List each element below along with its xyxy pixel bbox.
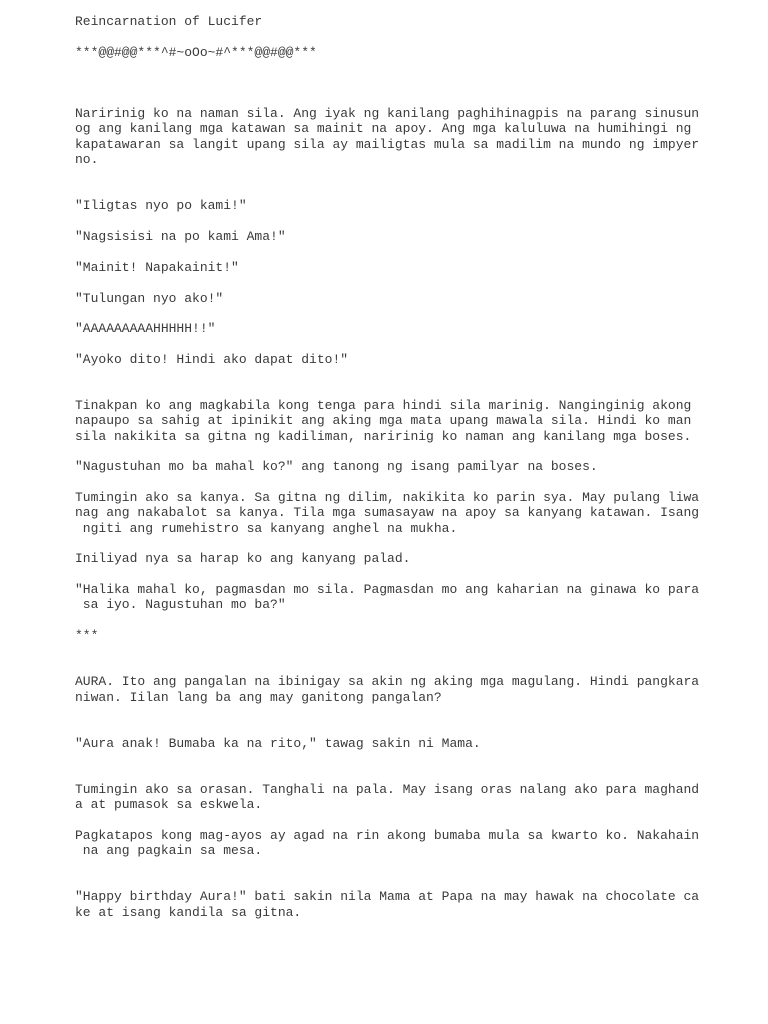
text-line: Tinakpan ko ang magkabila kong tenga para hindi sila marinig. Nanginginig akong xyxy=(75,398,692,413)
text-line: Iniliyad nya sa harap ko ang kanyang palad. xyxy=(75,551,411,566)
document-title: Reincarnation of Lucifer xyxy=(75,14,263,29)
dialogue-line: "Mainit! Napakainit!" xyxy=(75,260,239,275)
text-line: sila nakikita sa gitna ng kadiliman, naririnig ko naman ang kanilang mga boses. xyxy=(75,429,692,444)
text-line: AURA. Ito ang pangalan na ibinigay sa akin ng aking mga magulang. Hindi pangkara xyxy=(75,674,700,689)
text-line: Naririnig ko na naman sila. Ang iyak ng kanilang paghihinagpis na parang sinusun xyxy=(75,106,700,121)
text-line: Pagkatapos kong mag-ayos ay agad na rin akong bumaba mula sa kwarto ko. Nakahain xyxy=(75,828,700,843)
text-line: Tumingin ako sa kanya. Sa gitna ng dilim, nakikita ko parin sya. May pulang liwa xyxy=(75,490,700,505)
text-line: sa iyo. Nagustuhan mo ba?" xyxy=(75,597,286,612)
text-line: na ang pagkain sa mesa. xyxy=(75,843,263,858)
scene-break: *** xyxy=(75,628,99,643)
text-line: og ang kanilang mga katawan sa mainit na apoy. Ang mga kaluluwa na humihingi ng xyxy=(75,121,692,136)
text-line: ke at isang kandila sa gitna. xyxy=(75,905,302,920)
text-line: "Halika mahal ko, pagmasdan mo sila. Pagmasdan mo ang kaharian na ginawa ko para xyxy=(75,582,700,597)
text-line: "Nagustuhan mo ba mahal ko?" ang tanong ng isang pamilyar na boses. xyxy=(75,459,598,474)
text-line: Tumingin ako sa orasan. Tanghali na pala. May isang oras nalang ako para maghand xyxy=(75,782,700,797)
text-line: "Aura anak! Bumaba ka na rito," tawag sakin ni Mama. xyxy=(75,736,481,751)
dialogue-line: "Nagsisisi na po kami Ama!" xyxy=(75,229,286,244)
text-line: nag ang nakabalot sa kanya. Tila mga sumasayaw na apoy sa kanyang katawan. Isang xyxy=(75,505,700,520)
text-line: "Happy birthday Aura!" bati sakin nila Mama at Papa na may hawak na chocolate ca xyxy=(75,889,700,904)
text-line: ngiti ang rumehistro sa kanyang anghel na mukha. xyxy=(75,521,458,536)
dialogue-line: "Tulungan nyo ako!" xyxy=(75,291,224,306)
dialogue-line: "AAAAAAAAAHHHHH!!" xyxy=(75,321,216,336)
text-line: niwan. Iilan lang ba ang may ganitong pangalan? xyxy=(75,690,442,705)
dialogue-line: "Iligtas nyo po kami!" xyxy=(75,198,247,213)
text-line: napaupo sa sahig at ipinikit ang aking mga mata upang mawala sila. Hindi ko man xyxy=(75,413,692,428)
text-line: no. xyxy=(75,152,99,167)
text-line: a at pumasok sa eskwela. xyxy=(75,797,263,812)
title-separator: ***@@#@@***^#~oOo~#^***@@#@@*** xyxy=(75,45,317,60)
dialogue-line: "Ayoko dito! Hindi ako dapat dito!" xyxy=(75,352,349,367)
text-line: kapatawaran sa langit upang sila ay mailigtas mula sa madilim na mundo ng impyer xyxy=(75,137,700,152)
